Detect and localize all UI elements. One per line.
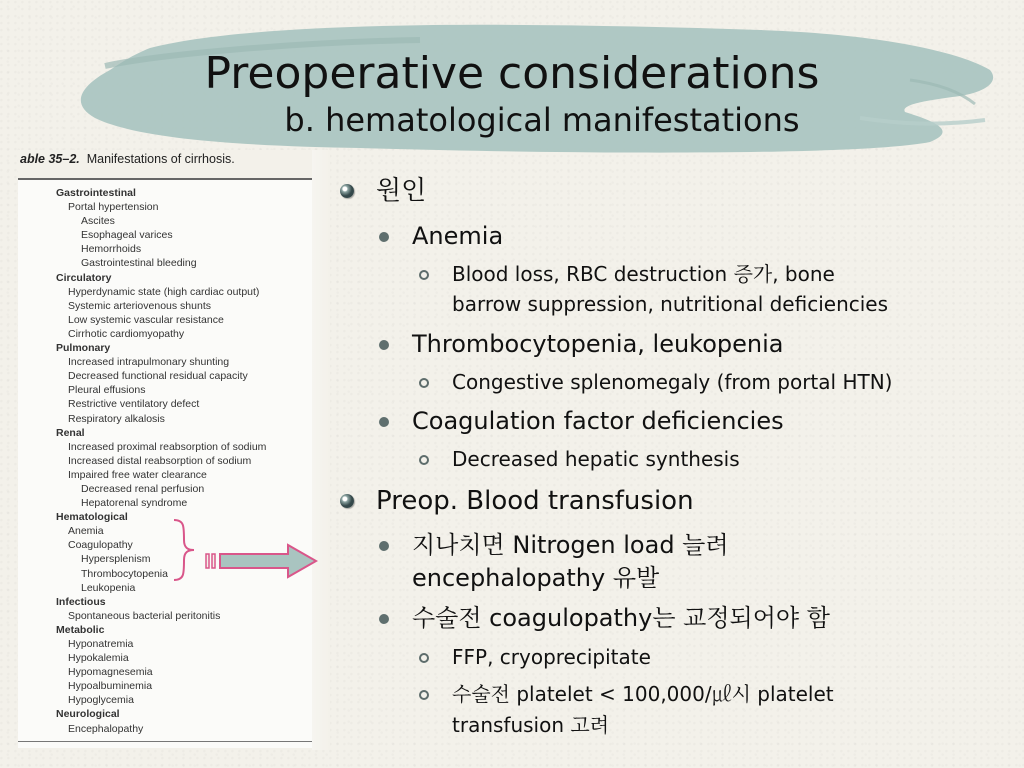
title-block [0, 48, 1024, 140]
bullet-ring-icon [419, 270, 429, 280]
table-row: Systemic arteriovenous shunts [68, 299, 211, 312]
table-row: Hyperdynamic state (high cardiac output) [68, 285, 260, 298]
bullet-level-2-text: Thrombocytopenia, leukopenia [412, 330, 784, 358]
bullet-dot-icon [379, 417, 389, 427]
table-row: Hypersplenism [81, 553, 151, 566]
table-row: Increased intrapulmonary shunting [68, 356, 230, 369]
bullet-level-3-text: Congestive splenomegaly (from portal HTN) [452, 370, 893, 394]
slide-title: Preoperative considerations [204, 48, 820, 99]
arrow-stripe-2 [212, 554, 215, 568]
table-row: Hyponatremia [68, 638, 134, 650]
table-row: Renal [56, 426, 85, 439]
table-row: Low systemic vascular resistance [68, 313, 224, 326]
table-row: Leukopenia [81, 581, 136, 594]
table-edge [312, 150, 330, 750]
bullet-level-1-text: 원인 [376, 176, 427, 206]
table-row: Metabolic [56, 623, 105, 636]
bracket-icon [174, 520, 194, 580]
table-row: Portal hypertension [68, 201, 159, 214]
bullet-dot-icon [379, 614, 389, 624]
right-arrow-icon [220, 545, 316, 577]
table-row: Increased distal reabsorption of sodium [68, 454, 252, 467]
table-row: Ascites [81, 215, 115, 228]
arrow-stripe-1 [206, 554, 209, 568]
table-row: Hepatorenal syndrome [81, 497, 188, 510]
table-row: Esophageal varices [81, 229, 173, 242]
table-row: Gastrointestinal bleeding [81, 257, 197, 270]
table-row: Hypokalemia [68, 652, 129, 665]
bullet-level-2-text: encephalopathy 유발 [412, 564, 660, 592]
table-row: Encephalopathy [68, 722, 144, 735]
bullet-3d-icon [340, 184, 354, 198]
table-row: Hypoalbuminemia [68, 680, 153, 693]
slide-subtitle: b. hematological manifestations [284, 101, 800, 139]
table-row: Restrictive ventilatory defect [68, 398, 200, 411]
bullet-level-2-text: 수술전 coagulopathy는 교정되어야 함 [412, 604, 830, 632]
bullet-dot-icon [379, 340, 389, 350]
table-row: Impaired free water clearance [68, 468, 207, 481]
table-bottom-rule [18, 741, 312, 742]
table-caption [18, 150, 312, 178]
bullet-dot-icon [379, 232, 389, 242]
table-row: Hemorrhoids [81, 243, 142, 256]
table-row: Decreased functional residual capacity [68, 370, 248, 383]
bullet-level-3-text: transfusion 고려 [452, 713, 610, 737]
bullet-level-3-text: FFP, cryoprecipitate [452, 645, 651, 669]
bullet-level-1-text: Preop. Blood transfusion [376, 486, 694, 516]
table-row: Pulmonary [56, 342, 111, 355]
table-row: Increased proximal reabsorption of sodium [68, 440, 267, 453]
table-row: Cirrhotic cardiomyopathy [68, 327, 185, 340]
table-row: Spontaneous bacterial peritonitis [68, 609, 221, 622]
table-list [56, 186, 312, 736]
bullet-dot-icon [379, 541, 389, 551]
table-row: Anemia [68, 525, 104, 538]
table-caption-text: Manifestations of cirrhosis. [86, 152, 235, 166]
bullet-level-2-text: Anemia [412, 222, 504, 250]
table-row: Hematological [56, 511, 128, 524]
table-row: Hypoglycemia [68, 694, 134, 707]
table-row: Infectious [56, 595, 106, 608]
bullet-level-2-text: 지나치면 Nitrogen load 늘려 [412, 531, 729, 559]
bullet-level-3-text: barrow suppression, nutritional deficiencies [452, 292, 889, 316]
table-row: Pleural effusions [68, 384, 146, 397]
bullet-level-3-text: Blood loss, RBC destruction 증가, bone [452, 262, 835, 286]
table-row: Decreased renal perfusion [81, 482, 205, 495]
table-row: Thrombocytopenia [81, 567, 168, 580]
table-row: Gastrointestinal [56, 187, 136, 199]
table-row: Coagulopathy [68, 539, 133, 552]
table-row: Hypomagnesemia [68, 666, 153, 679]
table-row: Neurological [56, 708, 120, 721]
bullet-ring-icon [419, 653, 429, 663]
table-top-rule [18, 178, 312, 180]
bullet-level-3-text: 수술전 platelet < 100,000/㎕시 platelet [452, 682, 834, 706]
bullet-level-3-text: Decreased hepatic synthesis [452, 447, 740, 471]
cirrhosis-table-image [18, 150, 312, 748]
table-row: Circulatory [56, 271, 112, 284]
bullet-level-2-text: Coagulation factor deficiencies [412, 407, 784, 435]
table-row: Respiratory alkalosis [68, 412, 165, 425]
bullet-ring-icon [419, 455, 429, 465]
table-caption-number: able 35–2. [20, 152, 80, 166]
hematological-annotation [170, 518, 330, 582]
bullet-3d-icon [340, 494, 354, 508]
bullet-ring-icon [419, 690, 429, 700]
bullet-ring-icon [419, 378, 429, 388]
